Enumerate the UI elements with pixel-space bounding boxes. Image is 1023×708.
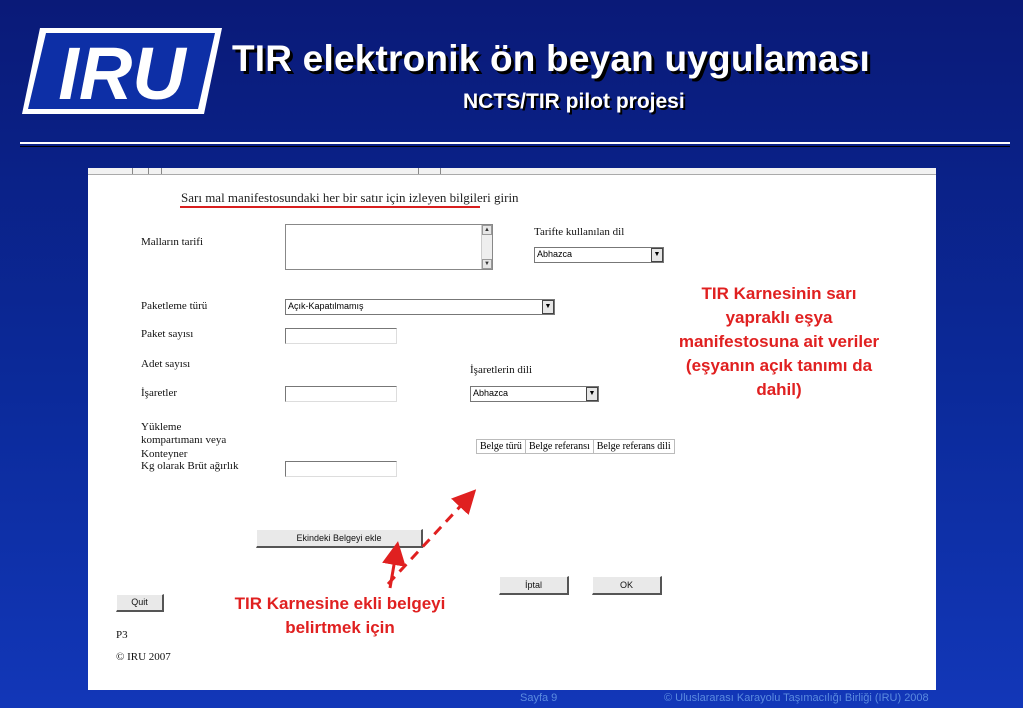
form-screenshot xyxy=(88,168,936,690)
attached-documents-table xyxy=(476,439,675,454)
page-code: P3 xyxy=(116,629,128,641)
panel-toolbar-strip xyxy=(88,168,936,175)
iru-logo xyxy=(22,26,222,116)
form-copyright: © IRU 2007 xyxy=(116,651,171,663)
marks-input[interactable] xyxy=(285,386,397,402)
loading-label-line3: Konteyner xyxy=(141,448,188,460)
packaging-type-label: Paketleme türü xyxy=(141,300,208,312)
logo-text: IRU xyxy=(58,32,186,115)
marks-language-value: Abhazca xyxy=(473,388,509,398)
header-divider-shadow xyxy=(20,146,1010,147)
goods-description-label: Malların tarifi xyxy=(141,236,204,248)
goods-description-textarea[interactable] xyxy=(285,224,493,270)
tariff-language-label: Tarifte kullanılan dil xyxy=(534,226,625,238)
doc-type-header: Belge türü xyxy=(477,440,526,454)
textarea-scrollbar[interactable] xyxy=(481,225,492,269)
heading-red-underline xyxy=(180,206,480,208)
attached-document-annotation: TIR Karnesine ekli belgeyi belirtmek için xyxy=(234,594,446,637)
table-header-row xyxy=(477,440,675,454)
scroll-up-icon[interactable]: ▲ xyxy=(482,225,492,235)
scroll-down-icon[interactable]: ▼ xyxy=(482,259,492,269)
loading-label-line2: kompartımanı veya xyxy=(141,434,227,446)
tariff-language-select[interactable] xyxy=(534,247,664,263)
header-divider xyxy=(20,142,1010,144)
page-title: TIR elektronik ön beyan uygulaması xyxy=(232,38,871,79)
gross-weight-label: Kg olarak Brüt ağırlık xyxy=(141,460,239,472)
footer-page-number: Sayfa 9 xyxy=(520,692,558,704)
marks-language-select[interactable] xyxy=(470,386,599,402)
gross-weight-input[interactable] xyxy=(285,461,397,477)
package-count-label: Paket sayısı xyxy=(141,328,194,340)
doc-reference-language-header: Belge referans dili xyxy=(593,440,674,454)
manifest-data-annotation: TIR Karnesinin sarı yapraklı eşya manifestosuna ait veriler (eşyanın açık tanımı da dahil) xyxy=(678,284,880,399)
packaging-type-select[interactable] xyxy=(285,299,555,315)
doc-reference-header: Belge referansı xyxy=(525,440,593,454)
quit-button[interactable]: Quit xyxy=(116,594,164,612)
ok-button[interactable]: OK xyxy=(592,576,662,595)
piece-count-label: Adet sayısı xyxy=(141,358,191,370)
marks-label: İşaretler xyxy=(141,387,178,399)
page-subtitle: NCTS/TIR pilot projesi xyxy=(463,90,685,113)
chevron-down-icon[interactable]: ▼ xyxy=(542,300,554,314)
add-document-button[interactable]: Ekindeki Belgeyi ekle xyxy=(256,529,423,548)
loading-label-line1: Yükleme xyxy=(141,421,182,433)
package-count-input[interactable] xyxy=(285,328,397,344)
marks-language-label: İşaretlerin dili xyxy=(470,364,533,376)
footer-copyright: © Uluslararası Karayolu Taşımacılığı Birliği (IRU) 2008 xyxy=(664,692,929,704)
cancel-button[interactable]: İptal xyxy=(499,576,569,595)
packaging-type-value: Açık-Kapatılmamış xyxy=(288,301,364,311)
tariff-language-value: Abhazca xyxy=(537,249,573,259)
form-heading: Sarı mal manifestosundaki her bir satır için izleyen bilgileri girin xyxy=(181,190,519,205)
chevron-down-icon[interactable]: ▼ xyxy=(586,387,598,401)
chevron-down-icon[interactable]: ▼ xyxy=(651,248,663,262)
